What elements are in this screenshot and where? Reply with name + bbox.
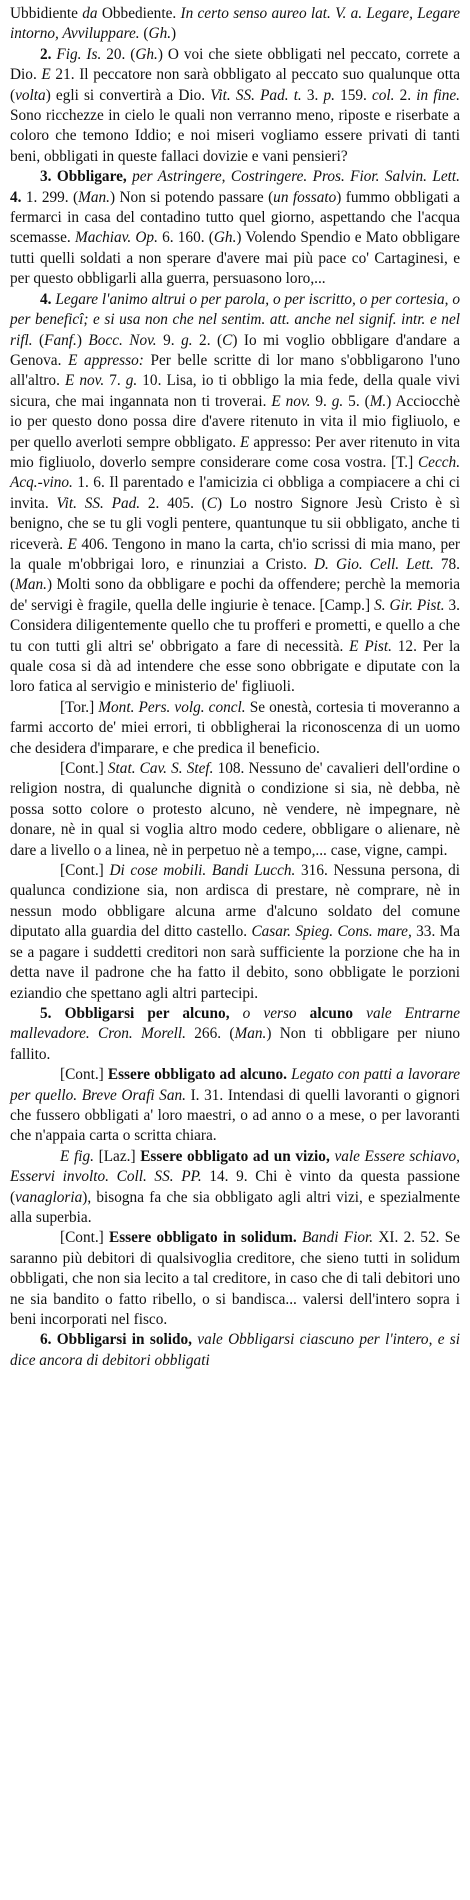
- text-run: E: [41, 66, 51, 84]
- entry-paragraph: [10, 45, 460, 167]
- text-run: E Pist.: [349, 637, 392, 655]
- text-run: Gh.: [148, 25, 172, 43]
- text-run: appresso: Per aver ritenuto in vita mio figliuolo, doverlo sempre considerare come cosa vostra. [: [10, 433, 460, 471]
- text-run: 20. (: [101, 45, 136, 63]
- entry-paragraph: [10, 167, 460, 289]
- text-run: 266. (: [185, 1025, 235, 1043]
- text-run: g.: [181, 331, 193, 349]
- text-run: Fanf.: [44, 331, 77, 349]
- text-run: 5. Obbligarsi per alcuno,: [40, 1004, 243, 1022]
- text-run: Ubbidiente: [10, 5, 83, 22]
- entry-paragraph: [10, 290, 460, 698]
- text-run: Stat. Cav. S. Stef.: [107, 760, 214, 778]
- text-run: Fig. Is.: [56, 45, 102, 63]
- text-run: ): [171, 25, 177, 43]
- text-run: 316. Nessuna persona, di qualunca condizione sia, non ardisca di prestare, nè comprare, nè in nessun modo obbligare alcuna arme d'alcuno soldato del comune diputato alla guardia del ditto castello.: [10, 862, 460, 941]
- text-run: t.: [293, 86, 302, 104]
- text-run: E: [67, 535, 77, 553]
- text-run: [Cont.]: [60, 1066, 108, 1084]
- text-run: vale Essere schiavo, Esservi involto. Coll. SS. PP.: [10, 1147, 460, 1186]
- text-run: (: [139, 25, 149, 43]
- text-run: Legare l'animo altrui o per parola, o per iscritto, o per cortesia, o per beneficî; e si usa non che nel sentim. att. anche nel signif. intr. e nel rifl.: [10, 290, 460, 349]
- text-run: XI. 2. 52. Se saranno più debitori di qualsivoglia creditore, che sieno tutti in solidum obbligati, che non sia lecito a tal creditore, in caso che di tali debitori uno ne sia bandito o fatto ribello, o si bandisca... valersi dell'intero sopra i beni incorporati nel fisco.: [10, 1229, 460, 1328]
- text-run: E fig.: [60, 1147, 94, 1165]
- text-run: Vit. SS. Pad.: [56, 494, 141, 512]
- text-run: 78. (: [10, 555, 460, 594]
- text-run: Man.: [78, 188, 110, 206]
- text-run: ) Lo nostro Signore Jesù Cristo è sì benigno, che se tu gli vogli pentere, quantunque tu sii obbligato, anche ti riceverà.: [10, 494, 461, 553]
- text-run: ) egli si convertirà a Dio.: [45, 86, 211, 104]
- text-run: 9.: [156, 331, 182, 349]
- entry-paragraph: [10, 698, 460, 759]
- text-run: Vit. SS. Pad.: [210, 86, 289, 104]
- text-run: (: [32, 331, 45, 349]
- text-run: ) fummo obbligati a fermarci in casa del contadino tutto quel giorno, aspettando che l'acqua scemasse.: [10, 188, 460, 247]
- text-run: 3.: [301, 86, 324, 104]
- text-run: Obbediente.: [97, 5, 181, 22]
- text-run: D. Gio. Cell. Lett.: [314, 555, 434, 573]
- text-run: E nov.: [64, 372, 105, 390]
- text-run: vale Entrarne mallevadore. Cron. Morell.: [10, 1004, 460, 1043]
- text-run: E nov.: [271, 392, 311, 410]
- text-run: Man.: [15, 576, 47, 594]
- text-run: Per belle scritte di lor mano s'obbligarono l'uno all'altro.: [10, 351, 460, 390]
- text-run: 33. Ma se a pagare i suddetti creditori non sarà sufficiente la porzione che ha in detta nave il padrone che ha fatto il debito, sono obbligate le porzioni eziandio che spettano agli altri partecipi.: [10, 923, 460, 1002]
- text-run: ) Non si potendo passare (: [109, 188, 274, 206]
- text-run: M.: [369, 392, 387, 410]
- text-run: ]: [408, 453, 418, 471]
- text-run: [353, 1005, 366, 1022]
- entry-paragraph: [10, 759, 460, 861]
- text-run: 7.: [104, 372, 126, 390]
- text-run: C: [206, 494, 217, 512]
- text-run: Bocc. Nov.: [88, 331, 157, 349]
- text-run: 2.: [394, 86, 417, 104]
- text-run: 12. Per la quale cosa si dà ad intendere che esse sono obbrigate e diputate con la loro fatica al servigio e ministerio de' figliuoli.: [10, 637, 460, 696]
- text-run: 1. 299. (: [21, 188, 79, 206]
- text-run: 21. Il peccatore non sarà obbligato al peccato suo qualunque otta (: [10, 66, 460, 104]
- text-run: ), bisogna fa che sia obbligato agli altri vizi, e spezialmente alla superbia.: [10, 1188, 460, 1226]
- text-run: vale Obbligarsi ciascuno per l'intero, e si dice ancora di debitori obbligati: [10, 1331, 461, 1369]
- text-run: Bandi Fior.: [301, 1229, 374, 1247]
- text-run: o verso: [242, 1004, 297, 1022]
- text-run: [Laz.]: [93, 1147, 141, 1165]
- text-run: [Tor.]: [60, 698, 99, 716]
- text-run: per Astringere, Costringere. Pros. Fior. Salvin. Lett.: [132, 168, 460, 186]
- text-run: 406. Tengono in mano la carta, ch'io scrissi di mia mano, per la quale m'obbrigai loro, e rinunziai a Cristo.: [10, 535, 460, 573]
- text-run: E appresso:: [68, 351, 144, 369]
- text-run: ) Io mi voglio obbligare d'andare a Genova.: [10, 331, 461, 369]
- text-run: Sono ricchezze in cielo le quali non verranno meno, riposte e riserbate a coloro che temono Iddio; e noi miseri vogliamo essere privati di tanti beni, obbligati in queste fallaci dovizie e vani pensieri?: [10, 107, 460, 165]
- text-run: ) Non ti obbligare per niuno fallito.: [10, 1025, 460, 1063]
- text-run: 2. 405. (: [140, 494, 207, 512]
- text-run: ) Acciocchè io per questo dono possa dire d'avere ritenuto in vita il mio figliuolo, e per quello averloti sempre obbligato.: [10, 392, 460, 451]
- text-run: ) O voi che siete obbligati nel peccato, correte a Dio.: [10, 45, 461, 84]
- text-run: [Cont.]: [60, 760, 108, 778]
- entry-paragraph: [10, 1228, 460, 1330]
- text-run: Gh.: [213, 229, 237, 247]
- text-run: in fine.: [416, 86, 460, 104]
- text-run: alcuno: [309, 1004, 354, 1022]
- text-run: 10. Lisa, io ti obbligo la mia fede, della quale vivi sicura, che mai ingannata non ti troverai.: [10, 372, 461, 410]
- text-run: In certo senso aureo lat. V. a. Legare, Legare intorno, Avviluppare.: [10, 5, 461, 43]
- text-run: Essere obbligato ad un vizio,: [140, 1147, 330, 1165]
- text-run: ): [76, 331, 89, 349]
- entry-paragraph: [10, 1330, 460, 1371]
- text-run: Mont. Pers. volg. concl.: [98, 698, 246, 716]
- entry-paragraph: [10, 1004, 460, 1065]
- text-run: 3. Considera diligentemente quello che tu profferi e prometti, e quello a che tu con tutti gli altri se' obbrigato a fare di necessità.: [10, 596, 461, 655]
- text-run: vanagloria: [15, 1188, 83, 1206]
- text-run: 6. 160. (: [157, 229, 214, 247]
- text-run: ) Molti sono da obbligare e pochi da offendere; perchè la memoria de' servigi è fragile, quella delle ingiurie è tenace. [Camp.]: [10, 576, 460, 614]
- text-run: 159.: [334, 86, 372, 104]
- text-run: 2. (: [192, 331, 223, 349]
- text-run: Gh.: [135, 45, 158, 63]
- text-run: Essere obbligato in solidum.: [109, 1229, 297, 1247]
- text-run: Di cose mobili. Bandi Lucch.: [109, 862, 296, 880]
- entry-paragraph: [10, 1065, 460, 1147]
- entry-paragraph: [10, 861, 460, 1004]
- text-run: 2.: [40, 45, 57, 63]
- text-run: Essere obbligato ad alcuno.: [107, 1066, 287, 1084]
- text-run: Machiav. Op.: [74, 229, 158, 247]
- entry-paragraph: [10, 4, 460, 45]
- text-run: S. Gir. Pist.: [374, 596, 445, 614]
- text-run: E: [240, 433, 250, 451]
- text-run: 6. Obbligarsi in solido,: [40, 1331, 198, 1349]
- text-run: Cecch. Acq.-vino.: [10, 453, 461, 492]
- text-run: 14. 9. Chi è vinto da questa passione (: [10, 1168, 460, 1206]
- text-run: 108. Nessuno de' cavalieri dell'ordine o religion nostra, di qualunche dignità o condizione si sia, nè debba, nè possa sotto colore o protesto alcuno, nè vendere, nè impegnare, nè donare, nè in qual si voglia altro modo cedere, obbligare o alienare, nè dare a livello o a linea, nè in perpetuo nè a tempo,... case, vigne, campi.: [10, 760, 460, 859]
- text-run: 3. Obbligare,: [40, 168, 133, 186]
- text-run: Legato con patti a lavorare per quello. Breve Orafi San.: [10, 1066, 460, 1104]
- text-run: C: [222, 331, 233, 349]
- text-run: 9.: [310, 392, 332, 410]
- text-run: 4.: [40, 290, 56, 308]
- text-run: g.: [331, 392, 344, 410]
- text-run: Man.: [234, 1025, 267, 1043]
- text-run: 1. 6. Il parentado e l'amicizia ci obbliga a compiacere a chi ci invita.: [10, 474, 460, 512]
- text-run: [297, 1005, 310, 1022]
- text-run: I. 31. Intendasi di quelli lavoranti o gignori che fussero obbligati a' loro maestri, o ad anno o a mese, o per lavoranti che n'appaia carta o scritta chiara.: [10, 1086, 460, 1145]
- text-run: Se onestà, cortesia ti moveranno a farmi accorto de' miei errori, ti obbligherai la riconoscenza di un uomo che desidera d'imparare, e che predica il beneficio.: [10, 698, 461, 757]
- text-run: Casar. Spieg. Cons. mare,: [251, 923, 412, 941]
- text-run: ) Volendo Spendio e Mato obbligare tutti quelli soldati a non sperare d'avere mai più pace co' Cartaginesi, e per questo obbligarli alla guerra, persuasono loro,...: [10, 229, 460, 288]
- text-run: [Cont.]: [60, 1229, 110, 1247]
- text-run: da: [82, 5, 98, 22]
- text-run: volta: [15, 86, 46, 104]
- text-run: col.: [371, 86, 395, 104]
- text-run: g.: [125, 372, 138, 390]
- text-run: un fossato: [273, 188, 337, 206]
- text-run: [Cont.]: [60, 862, 110, 880]
- text-run: 4.: [10, 188, 22, 206]
- text-run: p.: [323, 86, 335, 104]
- text-run: 5. (: [343, 392, 370, 410]
- text-run: T.: [396, 453, 409, 471]
- entry-paragraph: [10, 1147, 460, 1229]
